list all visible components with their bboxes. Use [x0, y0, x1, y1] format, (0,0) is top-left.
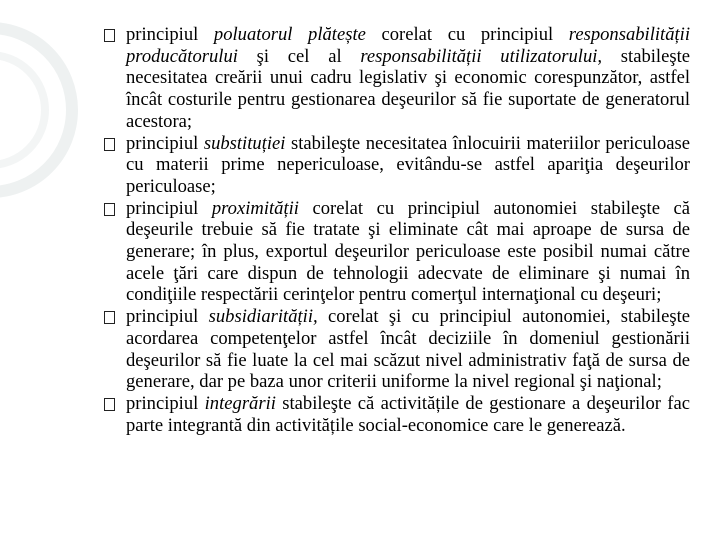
item-lead: principiul — [126, 306, 199, 328]
principles-list — [104, 24, 690, 436]
list-item — [104, 24, 690, 133]
list-item — [104, 306, 690, 393]
item-text: şi cel al — [237, 45, 361, 67]
item-lead: principiul — [126, 24, 199, 45]
decor-ring-outer — [0, 28, 72, 192]
item-text: corelat cu principiul autonomiei stabileşte că deşeurile trebuie să fie tratate şi eliminate cât mai aproape de sursa de generare; în plus, exportul deşeurilor periculoase este posibil numai către acele ţări care dispun de tehnologii adecvate de eliminare şi numai în condiţiile respectării cerinţelor pentru comerţul internaţional cu deşeuri; — [126, 197, 690, 306]
item-term: proximității — [211, 197, 299, 219]
list-item — [104, 133, 690, 198]
bullet-checkbox-icon — [104, 138, 115, 151]
bullet-checkbox-icon — [104, 311, 115, 324]
item-lead: principiul — [126, 197, 199, 219]
bullet-checkbox-icon — [104, 398, 115, 411]
item-text: corelat şi cu principiul autonomiei, stabileşte acordarea competenţelor astfel încât deciziile în domeniul gestionării deşeurilor să fie luate la cel mai scăzut nivel administrativ faţă de sursa de generare, dar pe baza unor criterii uniforme la nivel regional şi naţional; — [126, 306, 690, 393]
item-lead: principiul — [126, 392, 199, 414]
decor-ring-inner — [0, 55, 45, 165]
item-text: corelat cu principiul — [365, 24, 569, 45]
decorative-rings — [0, 0, 120, 540]
item-term: integrării — [204, 392, 276, 414]
item-text: stabileşte necesitatea înlocuirii materiilor periculoase cu materii prime nepericuloase, evitându-se astfel apariţia deşeurilor periculoase; — [126, 132, 690, 197]
item-text: stabileşte necesitatea creării unui cadru legislativ şi economic corespunzător, astfel încât costurile pentru gestionarea deşeurilor să fie suportate de generatorul acestora; — [126, 45, 690, 132]
list-item — [104, 198, 690, 307]
item-term: subsidiarității, — [208, 306, 318, 328]
item-term: responsabilității utilizatorului, — [360, 45, 603, 67]
item-term: poluatorul plătește — [213, 24, 366, 45]
bullet-checkbox-icon — [104, 203, 115, 216]
item-term: substituției — [203, 132, 286, 154]
item-text: stabileşte că activitățile de gestionare a deşeurilor fac parte integrantă din activitățile social-economice care le generează. — [126, 392, 690, 436]
item-lead: principiul — [126, 132, 199, 154]
list-item — [104, 393, 690, 436]
item-term: responsabilității producătorului — [126, 24, 690, 67]
bullet-checkbox-icon — [104, 29, 115, 42]
